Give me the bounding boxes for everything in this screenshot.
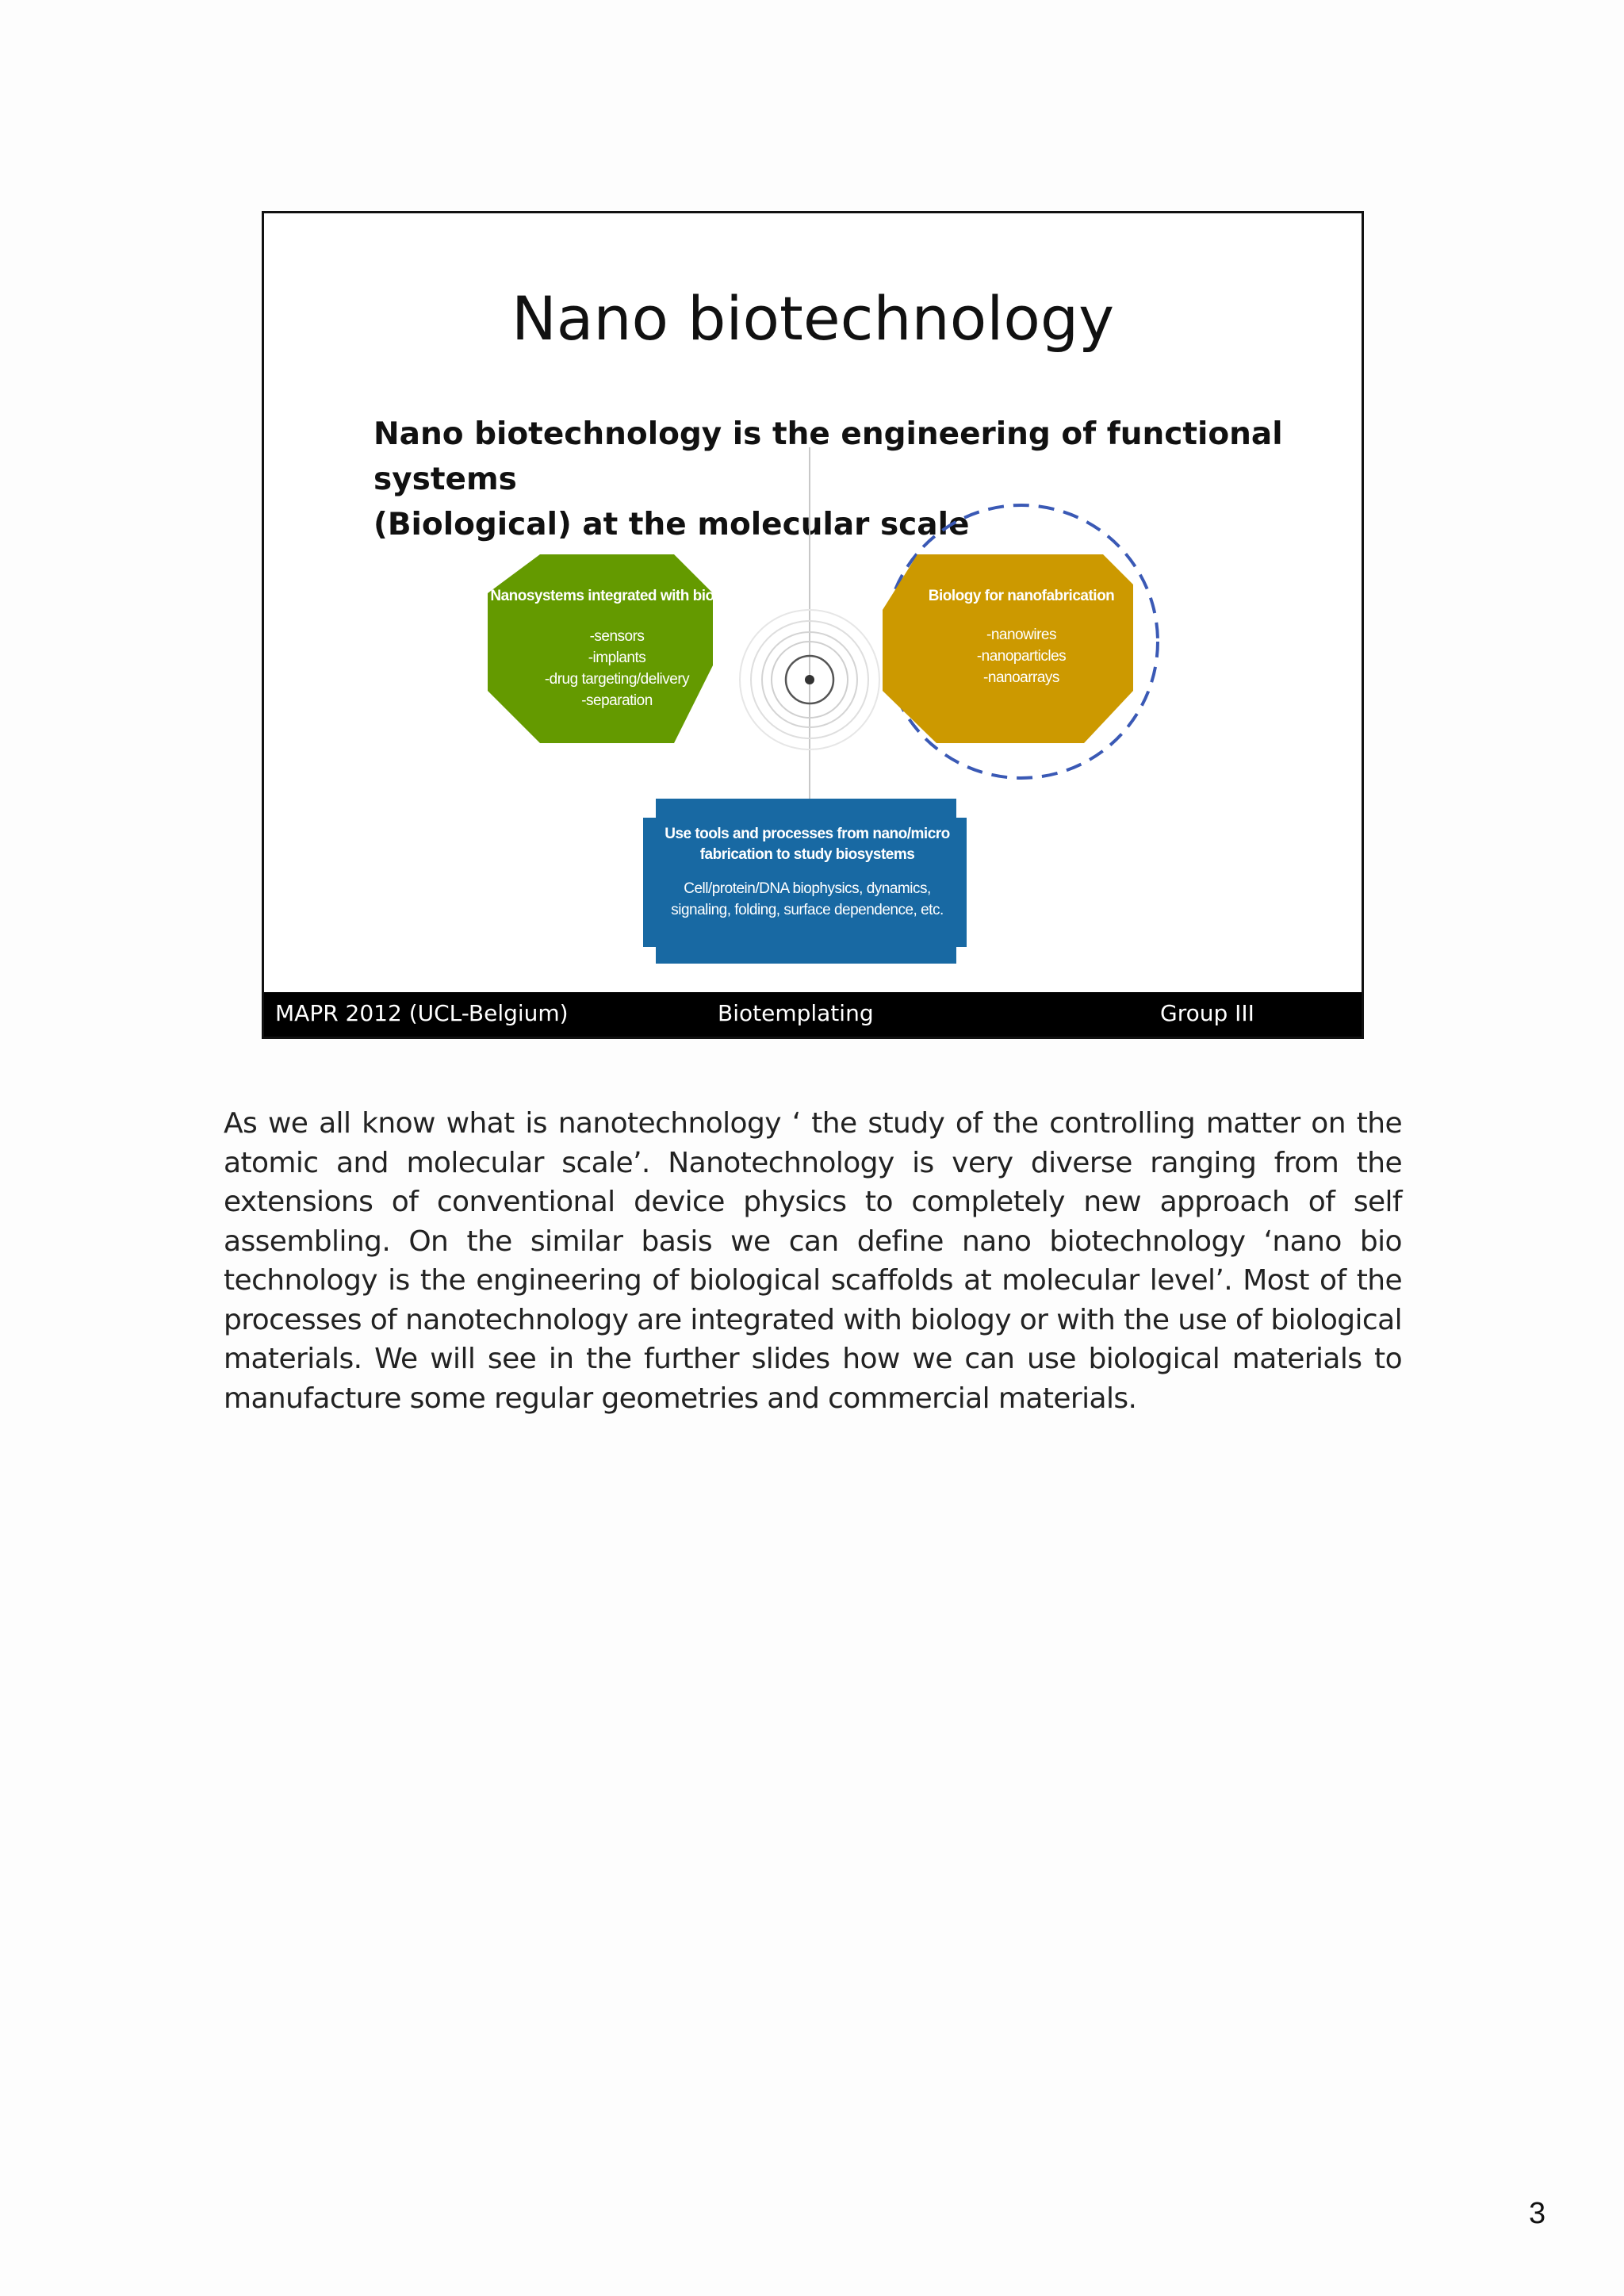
orange-octagon-text — [891, 586, 1152, 688]
list-item: -implants — [588, 650, 646, 666]
list-item: -nanoparticles — [976, 648, 1067, 665]
page-number: 3 — [1529, 2197, 1546, 2230]
blue-box-text — [637, 824, 978, 921]
blue-box-title — [637, 824, 978, 865]
blue-box-title-line-2: fabrication to study biosystems — [699, 846, 915, 863]
list-item: Cell/protein/DNA biophysics, dynamics, — [684, 880, 931, 897]
green-octagon-text — [486, 586, 748, 711]
green-octagon-items — [486, 626, 748, 711]
list-item: -nanoarrays — [983, 669, 1059, 686]
green-octagon-title: Nanosystems integrated with biology — [490, 588, 744, 604]
slide-subtitle-line-2: (Biological) at the molecular scale — [373, 507, 970, 542]
footer-right: Group III — [1160, 1000, 1254, 1026]
footer-left: MAPR 2012 (UCL-Belgium) — [275, 1000, 569, 1026]
blue-box-title-line-1: Use tools and processes from nano/micro — [665, 826, 950, 842]
list-item: -separation — [581, 692, 653, 709]
slide-footer — [264, 992, 1362, 1037]
list-item: -drug targeting/delivery — [544, 671, 690, 688]
footer-center: Biotemplating — [718, 1000, 874, 1026]
body-paragraph: As we all know what is nanotechnology ‘ the study of the controlling matter on the atomic and molecular scale’. Nanotechnology is very diverse ranging from the extensions of conventional device physics to completely new approach of self assembling. On the similar basis we can define nano biotechnology ‘nano bio technology is the engineering of biological scaffolds at molecular level’. Most of the processes of nanotechnology are integrated with biology or with the use of biological materials. We will see in the further slides how we can use biological materials to manufacture some regular geometries and commercial materials. — [224, 1107, 1402, 1415]
blue-box-items — [637, 878, 978, 921]
slide-title: Nano biotechnology — [511, 283, 1115, 354]
list-item: signaling, folding, surface dependence, etc. — [671, 902, 944, 918]
slide-subtitle-line-1: Nano biotechnology is the engineering of functional systems — [373, 416, 1283, 497]
orange-octagon-title: Biology for nanofabrication — [928, 588, 1115, 604]
list-item: -sensors — [589, 628, 645, 645]
orange-octagon-items — [891, 624, 1152, 688]
slide — [262, 211, 1364, 1039]
list-item: -nanowires — [986, 627, 1056, 643]
